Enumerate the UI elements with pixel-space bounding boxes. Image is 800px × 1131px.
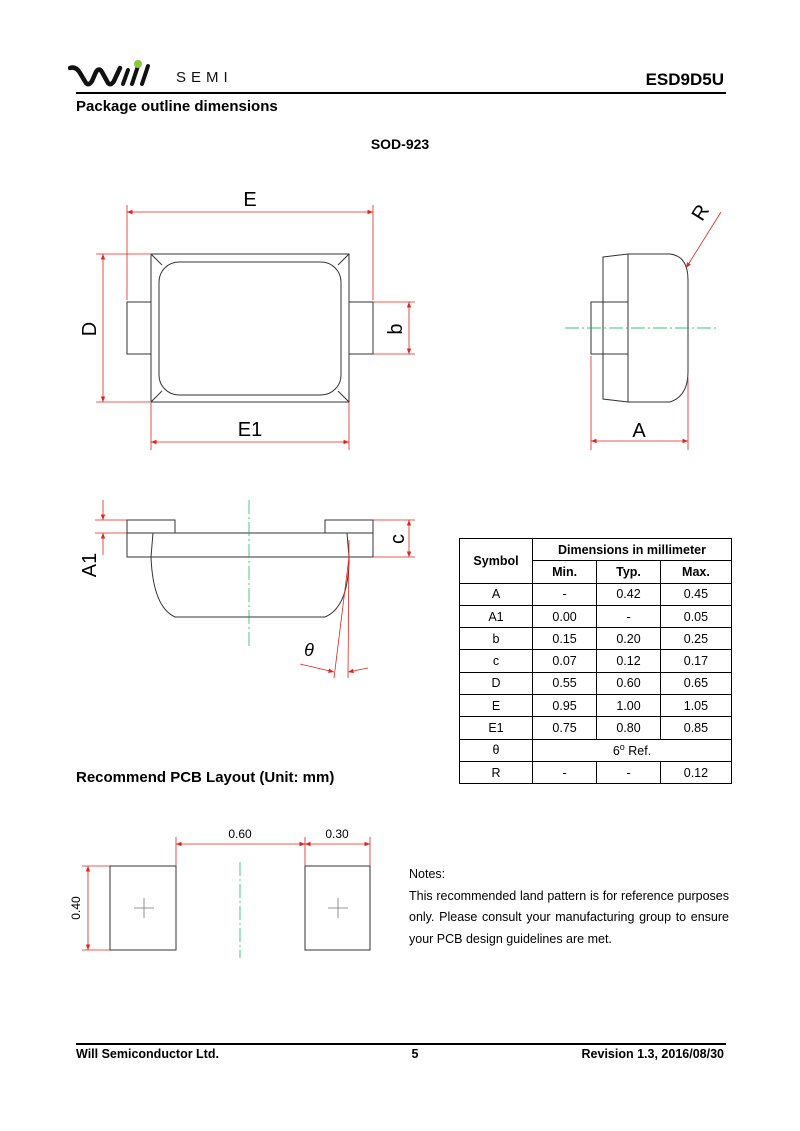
pcb-layout-drawing [69,827,370,958]
footer-company: Will Semiconductor Ltd. [76,1047,219,1061]
package-name: SOD-923 [370,136,430,152]
cell-typ: 0.12 [597,650,661,672]
label-c: c [387,534,409,544]
table-row [460,650,732,672]
logo-text: SEMI [176,69,233,86]
cell-min: 0.00 [533,605,597,627]
cell-symbol: E [460,695,533,717]
table-row [460,583,732,605]
cell-max: 1.05 [660,695,731,717]
table-header-group: Dimensions in millimeter [533,539,732,561]
cell-symbol: b [460,628,533,650]
footer-page-number: 5 [411,1047,419,1061]
table-row [460,605,732,627]
label-E1: E1 [237,419,263,441]
pcb-dim-pad-width: 0.30 [325,827,349,841]
table-row [460,628,732,650]
table-header-symbol: Symbol [460,539,533,584]
cell-max: 0.05 [660,605,731,627]
cell-typ: - [597,761,661,783]
cell-symbol: R [460,761,533,783]
label-A1: A1 [79,552,101,578]
cell-min: - [533,583,597,605]
pcb-dim-pad-height: 0.40 [69,896,83,920]
cell-typ: 0.20 [597,628,661,650]
package-section-title: Package outline dimensions [76,98,278,115]
cell-max: 0.17 [660,650,731,672]
cell-symbol: c [460,650,533,672]
cell-typ: 1.00 [597,695,661,717]
notes [409,864,729,950]
theta-value: 6 [612,744,620,759]
side-view-drawing [565,201,721,450]
cell-max: 0.25 [660,628,731,650]
footer-divider [76,1043,726,1045]
table-row-theta [460,739,732,761]
cell-symbol: A [460,583,533,605]
part-number: ESD9D5U [645,70,724,89]
cell-min: 0.15 [533,628,597,650]
footer-revision: Revision 1.3, 2016/08/30 [581,1047,724,1061]
label-E: E [243,189,257,211]
cell-symbol: E1 [460,717,533,739]
label-D: D [79,321,101,337]
cell-min: 0.75 [533,717,597,739]
top-view-drawing [79,189,415,450]
cell-max: 0.85 [660,717,731,739]
pcb-section-title: Recommend PCB Layout (Unit: mm) [76,769,335,786]
theta-suffix: Ref. [624,744,652,759]
cell-min: - [533,761,597,783]
cell-typ: 0.80 [597,717,661,739]
cell-max: 0.12 [660,761,731,783]
table-row-r [460,761,732,783]
table-row [460,717,732,739]
notes-body: This recommended land pattern is for reference purposes only. Please consult your manufacturing group to ensure your PCB design guidelines are met. [409,888,729,946]
pcb-dim-spacing: 0.60 [228,827,252,841]
cell-min: 0.95 [533,695,597,717]
label-b: b [385,323,407,335]
table-header-typ: Typ. [597,561,661,583]
cell-min: 0.55 [533,672,597,694]
table-header-min: Min. [533,561,597,583]
cell-max: 0.65 [660,672,731,694]
table-row [460,672,732,694]
notes-heading: Notes: [409,867,446,881]
label-theta: θ [304,640,314,660]
cell-min: 0.07 [533,650,597,672]
theta-degree: o [619,742,625,753]
cell-symbol: D [460,672,533,694]
label-R: R [687,200,715,225]
table-header-max: Max. [660,561,731,583]
cell-typ: 0.60 [597,672,661,694]
table-row [460,695,732,717]
label-A: A [632,420,646,442]
cell-symbol: θ [460,739,533,761]
front-view-drawing [79,500,415,678]
dimension-table [459,538,732,784]
cell-theta-value [533,739,732,761]
cell-symbol: A1 [460,605,533,627]
cell-max: 0.45 [660,583,731,605]
cell-typ: 0.42 [597,583,661,605]
cell-typ: - [597,605,661,627]
